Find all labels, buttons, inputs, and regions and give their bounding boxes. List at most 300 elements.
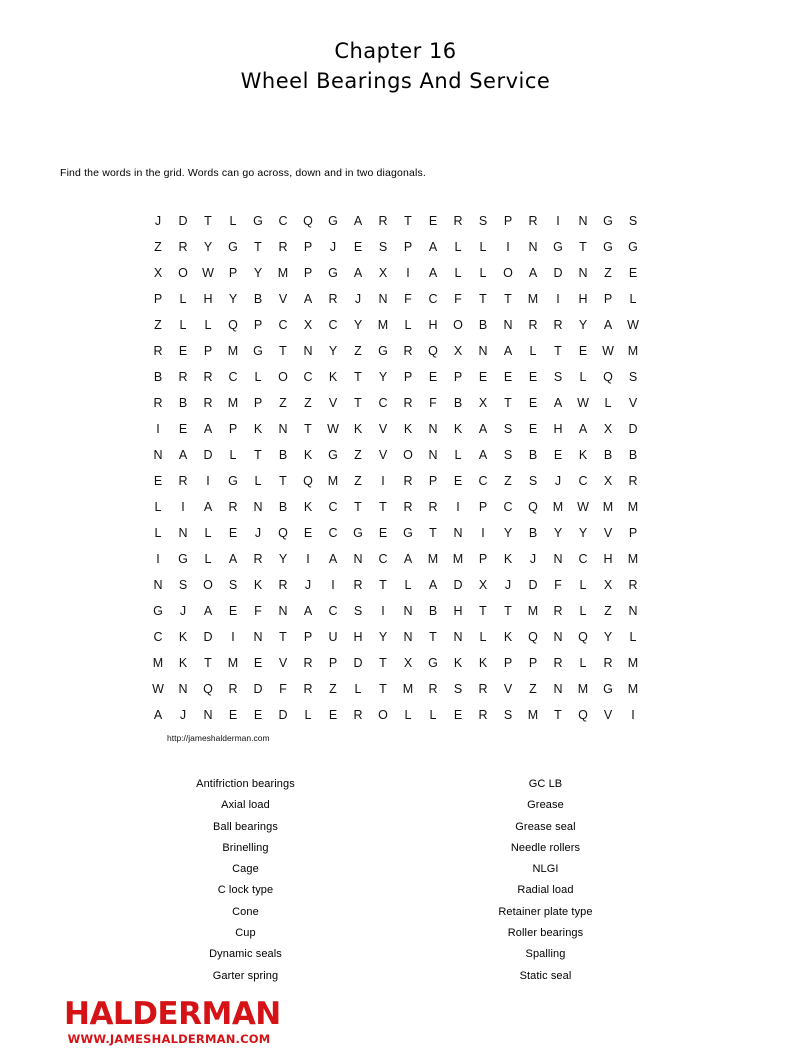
letter-cell[interactable]: P <box>528 656 538 670</box>
letter-cell[interactable]: R <box>203 370 213 384</box>
word-list-item[interactable]: Radial load <box>517 884 574 897</box>
letter-cell[interactable]: H <box>603 552 613 566</box>
letter-cell[interactable]: D <box>528 578 538 592</box>
letter-cell[interactable]: N <box>578 266 588 280</box>
letter-cell[interactable]: P <box>503 656 513 670</box>
letter-cell[interactable]: R <box>403 344 413 358</box>
letter-cell[interactable]: A <box>153 708 163 722</box>
word-list-item[interactable]: Axial load <box>221 799 270 812</box>
letter-cell[interactable]: S <box>453 682 463 696</box>
letter-cell[interactable]: J <box>179 708 187 722</box>
letter-cell[interactable]: M <box>427 552 439 566</box>
letter-cell[interactable]: O <box>403 448 413 462</box>
letter-cell[interactable]: O <box>503 266 513 280</box>
word-list-item[interactable]: Roller bearings <box>507 927 584 940</box>
letter-cell[interactable]: R <box>378 214 388 228</box>
letter-cell[interactable]: Y <box>578 318 588 332</box>
letter-cell[interactable]: P <box>428 474 438 488</box>
letter-cell[interactable]: Y <box>328 344 338 358</box>
letter-cell[interactable]: B <box>528 526 538 540</box>
letter-cell[interactable]: Y <box>278 552 288 566</box>
word-list-item[interactable]: Grease <box>527 799 564 812</box>
word-list-item[interactable]: Garter spring <box>212 969 279 982</box>
letter-cell[interactable]: R <box>253 552 263 566</box>
letter-cell[interactable]: C <box>578 474 588 488</box>
letter-cell[interactable]: Q <box>603 370 613 384</box>
letter-cell[interactable]: B <box>278 448 288 462</box>
word-list-item[interactable]: GC LB <box>528 778 563 790</box>
letter-cell[interactable]: H <box>553 422 563 436</box>
letter-cell[interactable]: P <box>303 630 313 644</box>
letter-cell[interactable]: L <box>154 500 162 514</box>
letter-cell[interactable]: T <box>554 344 562 358</box>
letter-cell[interactable]: R <box>228 500 238 514</box>
letter-cell[interactable]: H <box>353 630 363 644</box>
letter-cell[interactable]: I <box>331 578 335 592</box>
letter-cell[interactable]: L <box>579 370 587 384</box>
letter-cell[interactable]: X <box>603 422 613 436</box>
letter-cell[interactable]: Z <box>329 682 337 696</box>
letter-cell[interactable]: M <box>552 500 564 514</box>
letter-cell[interactable]: A <box>303 292 313 306</box>
letter-cell[interactable]: I <box>381 604 385 618</box>
letter-cell[interactable]: S <box>503 422 513 436</box>
letter-cell[interactable]: P <box>603 292 613 306</box>
word-list-item[interactable]: C lock type <box>217 884 274 897</box>
letter-cell[interactable]: P <box>503 214 513 228</box>
letter-cell[interactable]: L <box>579 604 587 618</box>
letter-cell[interactable]: J <box>554 474 562 488</box>
letter-cell[interactable]: P <box>253 396 263 410</box>
letter-cell[interactable]: T <box>429 526 437 540</box>
letter-cell[interactable]: X <box>153 266 163 280</box>
letter-cell[interactable]: P <box>228 266 238 280</box>
letter-cell[interactable]: K <box>453 656 463 670</box>
letter-cell[interactable]: A <box>203 604 213 618</box>
letter-cell[interactable]: E <box>428 214 438 228</box>
letter-cell[interactable]: A <box>353 266 363 280</box>
letter-cell[interactable]: M <box>402 682 414 696</box>
letter-cell[interactable]: F <box>429 396 437 410</box>
letter-cell[interactable]: R <box>328 292 338 306</box>
letter-cell[interactable]: T <box>429 630 437 644</box>
letter-cell[interactable]: N <box>428 422 438 436</box>
letter-cell[interactable]: M <box>627 656 639 670</box>
letter-cell[interactable]: L <box>579 656 587 670</box>
letter-cell[interactable]: N <box>428 448 438 462</box>
letter-cell[interactable]: X <box>478 578 488 592</box>
letter-cell[interactable]: R <box>228 682 238 696</box>
letter-cell[interactable]: K <box>328 370 338 384</box>
letter-cell[interactable]: S <box>378 240 388 254</box>
letter-cell[interactable]: Y <box>378 370 388 384</box>
word-list-item[interactable]: Cup <box>235 927 256 940</box>
letter-cell[interactable]: L <box>429 708 437 722</box>
letter-cell[interactable]: L <box>354 682 362 696</box>
letter-cell[interactable]: G <box>353 526 363 540</box>
letter-cell[interactable]: F <box>554 578 562 592</box>
letter-cell[interactable]: E <box>428 370 438 384</box>
letter-cell[interactable]: X <box>478 396 488 410</box>
letter-cell[interactable]: M <box>227 344 239 358</box>
word-list-item[interactable]: Spalling <box>525 948 566 961</box>
letter-cell[interactable]: D <box>453 578 463 592</box>
letter-cell[interactable]: B <box>603 448 613 462</box>
letter-cell[interactable]: N <box>528 240 538 254</box>
letter-cell[interactable]: C <box>428 292 438 306</box>
letter-cell[interactable]: S <box>353 604 363 618</box>
letter-cell[interactable]: L <box>254 370 262 384</box>
letter-cell[interactable]: B <box>428 604 438 618</box>
letter-cell[interactable]: I <box>481 526 485 540</box>
letter-cell[interactable]: C <box>278 318 288 332</box>
letter-cell[interactable]: G <box>153 604 163 618</box>
word-list-item[interactable]: Retainer plate type <box>498 905 593 918</box>
letter-cell[interactable]: H <box>428 318 438 332</box>
letter-cell[interactable]: N <box>553 682 563 696</box>
letter-cell[interactable]: G <box>178 552 188 566</box>
word-list-item[interactable]: NLGI <box>532 863 559 876</box>
letter-cell[interactable]: M <box>602 500 614 514</box>
letter-cell[interactable]: Y <box>578 526 588 540</box>
letter-cell[interactable]: X <box>403 656 413 670</box>
letter-cell[interactable]: S <box>503 448 513 462</box>
letter-cell[interactable]: I <box>556 214 560 228</box>
letter-cell[interactable]: R <box>153 396 163 410</box>
letter-cell[interactable]: L <box>579 578 587 592</box>
letter-cell[interactable]: E <box>253 708 263 722</box>
letter-cell[interactable]: D <box>353 656 363 670</box>
letter-cell[interactable]: L <box>404 318 412 332</box>
letter-cell[interactable]: G <box>228 240 238 254</box>
letter-cell[interactable]: X <box>603 578 613 592</box>
letter-cell[interactable]: T <box>279 630 287 644</box>
letter-cell[interactable]: J <box>179 604 187 618</box>
letter-cell[interactable]: K <box>303 500 313 514</box>
letter-cell[interactable]: Q <box>528 500 538 514</box>
letter-cell[interactable]: Q <box>303 474 313 488</box>
letter-cell[interactable]: L <box>204 526 212 540</box>
letter-cell[interactable]: Q <box>428 344 438 358</box>
letter-cell[interactable]: R <box>278 240 288 254</box>
letter-cell[interactable]: A <box>403 552 413 566</box>
letter-cell[interactable]: D <box>203 448 213 462</box>
letter-cell[interactable]: T <box>254 240 262 254</box>
letter-cell[interactable]: N <box>303 344 313 358</box>
letter-cell[interactable]: A <box>353 214 363 228</box>
letter-cell[interactable]: L <box>454 240 462 254</box>
letter-cell[interactable]: M <box>627 500 639 514</box>
letter-cell[interactable]: P <box>453 370 463 384</box>
letter-cell[interactable]: D <box>203 630 213 644</box>
letter-cell[interactable]: Z <box>154 240 162 254</box>
letter-cell[interactable]: N <box>278 604 288 618</box>
letter-cell[interactable]: R <box>353 578 363 592</box>
letter-cell[interactable]: C <box>478 474 488 488</box>
letter-cell[interactable]: A <box>328 552 338 566</box>
letter-cell[interactable]: G <box>253 214 263 228</box>
letter-cell[interactable]: E <box>453 474 463 488</box>
letter-cell[interactable]: G <box>603 682 613 696</box>
letter-cell[interactable]: K <box>503 552 513 566</box>
word-list-item[interactable]: Ball bearings <box>213 820 278 833</box>
letter-cell[interactable]: G <box>428 656 438 670</box>
letter-cell[interactable]: R <box>403 396 413 410</box>
letter-cell[interactable]: L <box>204 318 212 332</box>
letter-cell[interactable]: G <box>328 266 338 280</box>
word-list-item[interactable]: Dynamic seals <box>209 948 282 961</box>
letter-cell[interactable]: I <box>231 630 235 644</box>
letter-cell[interactable]: R <box>453 214 463 228</box>
letter-cell[interactable]: L <box>479 630 487 644</box>
letter-cell[interactable]: N <box>453 526 463 540</box>
letter-cell[interactable]: N <box>403 604 413 618</box>
letter-cell[interactable]: V <box>378 448 388 462</box>
letter-cell[interactable]: H <box>203 292 213 306</box>
letter-cell[interactable]: S <box>228 578 238 592</box>
letter-cell[interactable]: V <box>278 656 288 670</box>
letter-cell[interactable]: V <box>278 292 288 306</box>
letter-cell[interactable]: N <box>453 630 463 644</box>
letter-cell[interactable]: T <box>404 214 412 228</box>
letter-cell[interactable]: Z <box>154 318 162 332</box>
letter-cell[interactable]: W <box>152 682 164 696</box>
letter-cell[interactable]: N <box>253 630 263 644</box>
letter-cell[interactable]: T <box>379 656 387 670</box>
letter-cell[interactable]: E <box>228 526 238 540</box>
letter-cell[interactable]: Z <box>604 604 612 618</box>
letter-cell[interactable]: E <box>478 370 488 384</box>
letter-cell[interactable]: Z <box>504 474 512 488</box>
letter-cell[interactable]: M <box>227 656 239 670</box>
letter-cell[interactable]: C <box>328 526 338 540</box>
letter-cell[interactable]: T <box>354 370 362 384</box>
letter-cell[interactable]: S <box>628 370 638 384</box>
letter-cell[interactable]: T <box>379 500 387 514</box>
letter-cell[interactable]: N <box>578 214 588 228</box>
letter-cell[interactable]: N <box>153 448 163 462</box>
letter-cell[interactable]: A <box>303 604 313 618</box>
letter-cell[interactable]: G <box>378 344 388 358</box>
letter-cell[interactable]: B <box>253 292 263 306</box>
letter-cell[interactable]: K <box>478 656 488 670</box>
letter-cell[interactable]: L <box>404 578 412 592</box>
letter-cell[interactable]: J <box>304 578 312 592</box>
letter-cell[interactable]: E <box>303 526 313 540</box>
letter-cell[interactable]: F <box>454 292 462 306</box>
letter-cell[interactable]: X <box>303 318 313 332</box>
letter-cell[interactable]: G <box>603 240 613 254</box>
letter-cell[interactable]: J <box>254 526 262 540</box>
letter-cell[interactable]: B <box>528 448 538 462</box>
letter-cell[interactable]: I <box>406 266 410 280</box>
letter-cell[interactable]: C <box>228 370 238 384</box>
letter-cell[interactable]: T <box>504 604 512 618</box>
letter-cell[interactable]: Y <box>228 292 238 306</box>
letter-cell[interactable]: O <box>378 708 388 722</box>
letter-cell[interactable]: T <box>504 292 512 306</box>
letter-cell[interactable]: P <box>403 370 413 384</box>
letter-cell[interactable]: W <box>627 318 639 332</box>
letter-cell[interactable]: T <box>479 292 487 306</box>
letter-cell[interactable]: S <box>503 708 513 722</box>
letter-cell[interactable]: M <box>227 396 239 410</box>
letter-cell[interactable]: R <box>528 214 538 228</box>
letter-cell[interactable]: R <box>178 370 188 384</box>
letter-cell[interactable]: F <box>254 604 262 618</box>
letter-cell[interactable]: Y <box>203 240 213 254</box>
letter-cell[interactable]: Y <box>253 266 263 280</box>
letter-cell[interactable]: Y <box>603 630 613 644</box>
letter-cell[interactable]: L <box>254 474 262 488</box>
letter-cell[interactable]: M <box>527 292 539 306</box>
letter-cell[interactable]: M <box>377 318 389 332</box>
letter-cell[interactable]: U <box>328 630 338 644</box>
letter-cell[interactable]: W <box>327 422 339 436</box>
letter-cell[interactable]: R <box>553 318 563 332</box>
letter-cell[interactable]: T <box>579 240 587 254</box>
letter-cell[interactable]: T <box>204 214 212 228</box>
letter-cell[interactable]: T <box>254 448 262 462</box>
letter-cell[interactable]: D <box>178 214 188 228</box>
letter-cell[interactable]: L <box>229 448 237 462</box>
letter-cell[interactable]: K <box>353 422 363 436</box>
letter-cell[interactable]: R <box>178 474 188 488</box>
letter-cell[interactable]: S <box>478 214 488 228</box>
letter-cell[interactable]: S <box>178 578 188 592</box>
letter-cell[interactable]: P <box>253 318 263 332</box>
letter-cell[interactable]: D <box>278 708 288 722</box>
letter-cell[interactable]: V <box>503 682 513 696</box>
letter-cell[interactable]: T <box>279 474 287 488</box>
word-list-item[interactable]: Grease seal <box>515 820 576 833</box>
letter-cell[interactable]: K <box>178 630 188 644</box>
letter-cell[interactable]: N <box>553 552 563 566</box>
letter-cell[interactable]: P <box>303 240 313 254</box>
letter-cell[interactable]: L <box>454 266 462 280</box>
letter-cell[interactable]: N <box>153 578 163 592</box>
letter-cell[interactable]: E <box>353 240 363 254</box>
letter-cell[interactable]: R <box>303 656 313 670</box>
letter-cell[interactable]: G <box>328 214 338 228</box>
letter-cell[interactable]: C <box>328 604 338 618</box>
letter-cell[interactable]: K <box>403 422 413 436</box>
letter-cell[interactable]: C <box>328 318 338 332</box>
letter-cell[interactable]: R <box>478 682 488 696</box>
letter-cell[interactable]: C <box>328 500 338 514</box>
letter-cell[interactable]: N <box>178 526 188 540</box>
letter-cell[interactable]: V <box>603 526 613 540</box>
letter-cell[interactable]: A <box>528 266 538 280</box>
letter-cell[interactable]: G <box>628 240 638 254</box>
letter-cell[interactable]: W <box>577 396 589 410</box>
letter-cell[interactable]: E <box>453 708 463 722</box>
letter-cell[interactable]: E <box>328 708 338 722</box>
letter-cell[interactable]: L <box>479 266 487 280</box>
letter-cell[interactable]: K <box>253 422 263 436</box>
letter-cell[interactable]: E <box>628 266 638 280</box>
letter-cell[interactable]: E <box>578 344 588 358</box>
letter-cell[interactable]: W <box>602 344 614 358</box>
letter-cell[interactable]: A <box>603 318 613 332</box>
letter-cell[interactable]: C <box>278 214 288 228</box>
letter-cell[interactable]: A <box>203 422 213 436</box>
letter-cell[interactable]: N <box>403 630 413 644</box>
letter-cell[interactable]: R <box>603 656 613 670</box>
letter-cell[interactable]: T <box>504 396 512 410</box>
letter-cell[interactable]: T <box>554 708 562 722</box>
letter-cell[interactable]: Z <box>604 266 612 280</box>
letter-cell[interactable]: K <box>178 656 188 670</box>
letter-cell[interactable]: A <box>428 266 438 280</box>
letter-cell[interactable]: R <box>553 656 563 670</box>
letter-cell[interactable]: F <box>404 292 412 306</box>
letter-cell[interactable]: L <box>179 292 187 306</box>
letter-cell[interactable]: A <box>478 448 488 462</box>
letter-cell[interactable]: R <box>628 578 638 592</box>
letter-cell[interactable]: B <box>453 396 463 410</box>
letter-cell[interactable]: E <box>178 422 188 436</box>
letter-cell[interactable]: P <box>403 240 413 254</box>
letter-cell[interactable]: A <box>203 500 213 514</box>
letter-cell[interactable]: N <box>503 318 513 332</box>
letter-cell[interactable]: Z <box>354 474 362 488</box>
letter-cell[interactable]: E <box>528 396 538 410</box>
letter-cell[interactable]: J <box>354 292 362 306</box>
letter-cell[interactable]: T <box>279 344 287 358</box>
letter-cell[interactable]: E <box>378 526 388 540</box>
letter-cell[interactable]: O <box>453 318 463 332</box>
letter-cell[interactable]: N <box>553 630 563 644</box>
letter-cell[interactable]: E <box>253 656 263 670</box>
letter-cell[interactable]: C <box>378 552 388 566</box>
letter-cell[interactable]: I <box>556 292 560 306</box>
letter-cell[interactable]: K <box>578 448 588 462</box>
letter-cell[interactable]: Y <box>553 526 563 540</box>
letter-cell[interactable]: R <box>478 708 488 722</box>
letter-cell[interactable]: L <box>154 526 162 540</box>
letter-cell[interactable]: B <box>178 396 188 410</box>
letter-cell[interactable]: M <box>277 266 289 280</box>
letter-cell[interactable]: A <box>578 422 588 436</box>
word-list-item[interactable]: Cone <box>232 905 259 918</box>
letter-cell[interactable]: R <box>403 474 413 488</box>
letter-cell[interactable]: D <box>253 682 263 696</box>
letter-cell[interactable]: G <box>228 474 238 488</box>
letter-cell[interactable]: L <box>629 292 637 306</box>
letter-cell[interactable]: T <box>354 396 362 410</box>
letter-cell[interactable]: R <box>428 682 438 696</box>
letter-cell[interactable]: K <box>503 630 513 644</box>
word-list-item[interactable]: Needle rollers <box>510 841 581 854</box>
letter-cell[interactable]: L <box>179 318 187 332</box>
letter-cell[interactable]: G <box>603 214 613 228</box>
letter-cell[interactable]: M <box>627 344 639 358</box>
letter-cell[interactable]: V <box>628 396 638 410</box>
letter-cell[interactable]: R <box>178 240 188 254</box>
letter-cell[interactable]: I <box>506 240 510 254</box>
letter-cell[interactable]: L <box>479 240 487 254</box>
letter-cell[interactable]: R <box>553 604 563 618</box>
letter-cell[interactable]: G <box>403 526 413 540</box>
letter-cell[interactable]: K <box>303 448 313 462</box>
letter-cell[interactable]: P <box>328 656 338 670</box>
letter-cell[interactable]: N <box>203 708 213 722</box>
letter-cell[interactable]: Y <box>503 526 513 540</box>
letter-cell[interactable]: W <box>577 500 589 514</box>
letter-cell[interactable]: T <box>379 682 387 696</box>
letter-cell[interactable]: V <box>328 396 338 410</box>
